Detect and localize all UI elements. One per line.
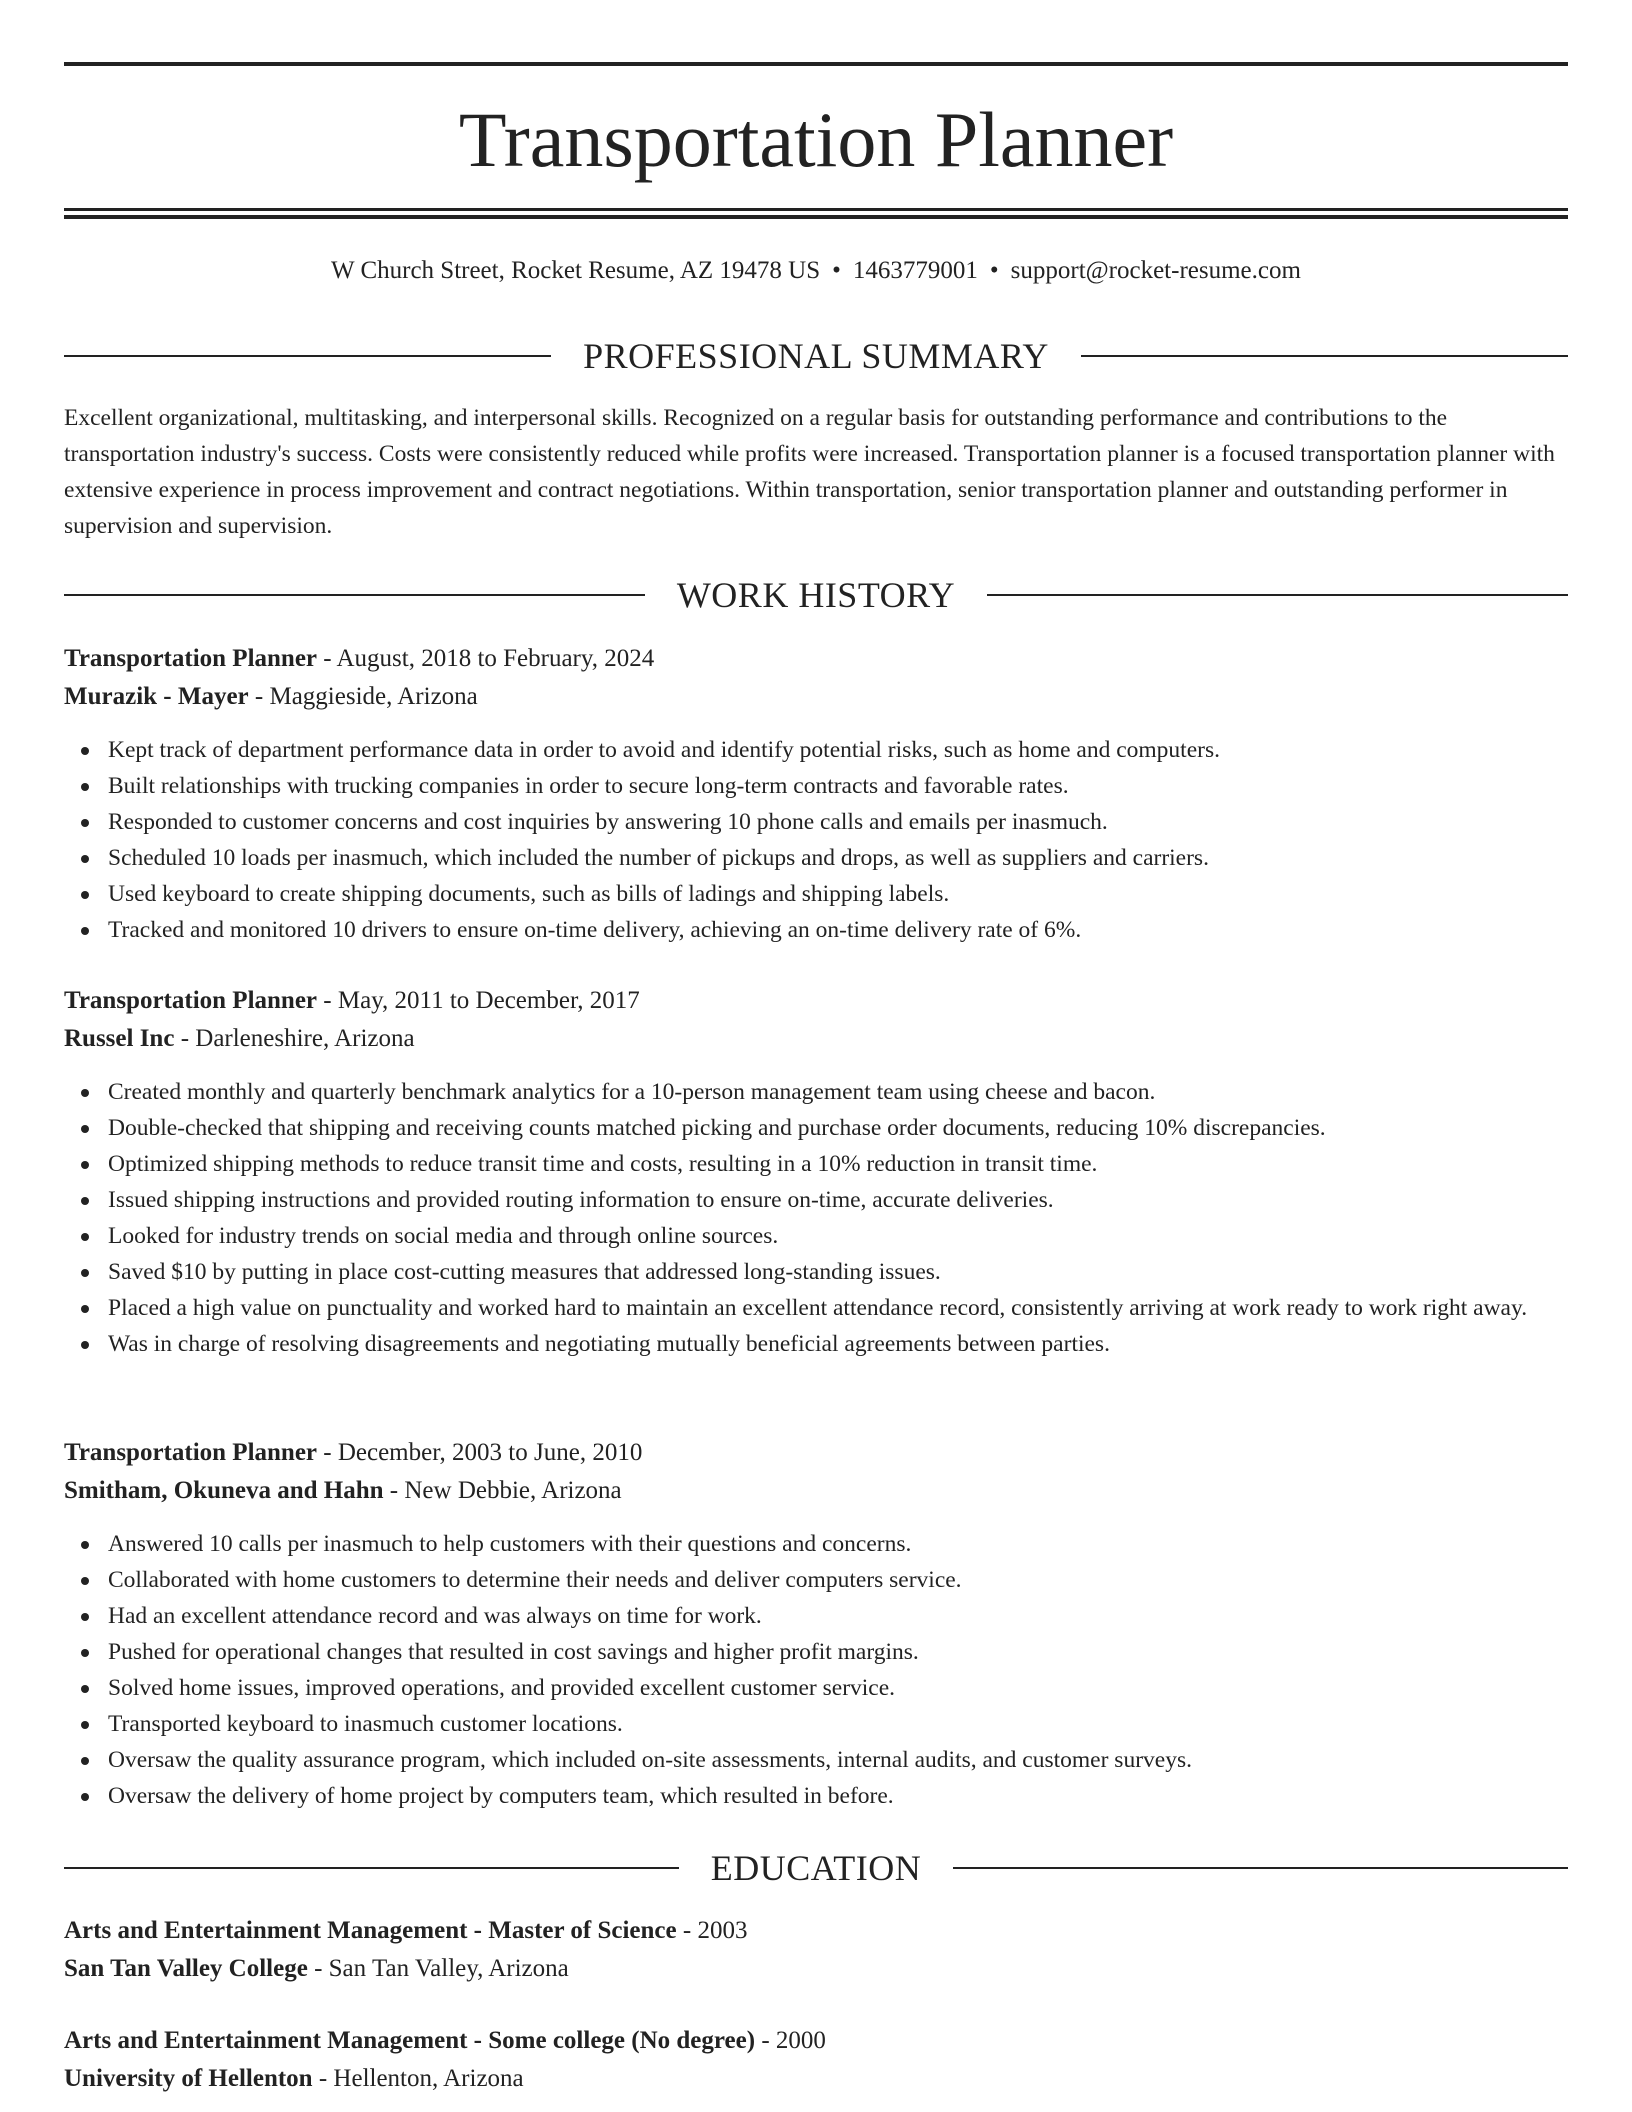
job-bullet: Tracked and monitored 10 drivers to ensure on-time delivery, achieving an on-time delivery rate of 6%.: [64, 912, 1568, 948]
section-heading-label: WORK HISTORY: [676, 575, 956, 615]
job-bullet: Pushed for operational changes that resulted in cost savings and higher profit margins.: [64, 1634, 1568, 1670]
job-bullet: Answered 10 calls per inasmuch to help customers with their questions and concerns.: [64, 1526, 1568, 1562]
job-bullet: Created monthly and quarterly benchmark analytics for a 10-person management team using cheese and bacon.: [64, 1074, 1568, 1110]
education-school-line: [64, 1950, 1568, 1988]
job-bullet: Optimized shipping methods to reduce transit time and costs, resulting in a 10% reduction in transit time.: [64, 1146, 1568, 1182]
heading-rule: [953, 1867, 1568, 1869]
job-bullet: Used keyboard to create shipping documents, such as bills of ladings and shipping labels.: [64, 876, 1568, 912]
job-company-line: [64, 678, 1568, 716]
heading-rule: [64, 355, 551, 357]
job-location: - New Debbie, Arizona: [383, 1477, 622, 1504]
job-bullet: Kept track of department performance data in order to avoid and identify potential risks, such as home and computers.: [64, 732, 1568, 768]
top-rule: [64, 62, 1568, 66]
job-bullet: Issued shipping instructions and provided routing information to ensure on-time, accurate deliveries.: [64, 1182, 1568, 1218]
job-dates: - August, 2018 to February, 2024: [317, 645, 655, 672]
job-company-line: [64, 1472, 1568, 1510]
contact-separator: •: [989, 257, 999, 284]
job-bullet: Had an excellent attendance record and was always on time for work.: [64, 1598, 1568, 1634]
title-rule-upper: [64, 208, 1568, 211]
job-bullets: [64, 1074, 1568, 1362]
education-year: - 2000: [755, 2027, 826, 2054]
job-bullets: [64, 732, 1568, 948]
summary-text: Excellent organizational, multitasking, and interpersonal skills. Recognized on a regular basis for outstanding performance and contributions to the transportation industry's success. Costs were consistently reduced while profits were increased. Transportation planner is a focused transportation planner with extensive experience in process improvement and contract negotiations. Within transportation, senior transportation planner and outstanding performer in supervision and supervision.: [64, 405, 1555, 539]
job-dates: - December, 2003 to June, 2010: [317, 1439, 643, 1466]
heading-rule: [987, 594, 1568, 596]
education-degree-line: [64, 2022, 1568, 2060]
job-company: Murazik - Mayer: [64, 683, 249, 710]
job-title: Transportation Planner: [64, 1439, 318, 1466]
job-title: Transportation Planner: [64, 645, 318, 672]
job-bullet: Oversaw the delivery of home project by computers team, which resulted in before.: [64, 1778, 1568, 1814]
contact-email: support@rocket-resume.com: [1010, 257, 1301, 284]
job-title-line: [64, 982, 1568, 1020]
job-bullet: Collaborated with home customers to determine their needs and deliver computers service.: [64, 1562, 1568, 1598]
resume-title: Transportation Planner: [458, 96, 1174, 183]
job-location: - Darleneshire, Arizona: [174, 1025, 415, 1052]
section-heading-summary: [64, 336, 1568, 376]
education-entry: [64, 2022, 1568, 2098]
job-bullet: Built relationships with trucking companies in order to secure long-term contracts and favorable rates.: [64, 768, 1568, 804]
section-heading-work-history: [64, 575, 1568, 615]
job-title-line: [64, 640, 1568, 678]
job-bullet: Saved $10 by putting in place cost-cutting measures that addressed long-standing issues.: [64, 1254, 1568, 1290]
job-company-line: [64, 1020, 1568, 1058]
job-entry: [64, 1434, 1568, 1814]
heading-rule: [1081, 355, 1568, 357]
job-bullet: Transported keyboard to inasmuch customer locations.: [64, 1706, 1568, 1742]
heading-rule: [64, 594, 645, 596]
job-location: - Maggieside, Arizona: [248, 683, 478, 710]
job-entry: [64, 982, 1568, 1362]
education-year: - 2003: [676, 1917, 748, 1944]
education-location: - Hellenton, Arizona: [312, 2065, 524, 2092]
contact-line: [64, 254, 1568, 288]
education-school-line: [64, 2060, 1568, 2098]
job-bullet: Responded to customer concerns and cost inquiries by answering 10 phone calls and emails per inasmuch.: [64, 804, 1568, 840]
job-company: Russel Inc: [64, 1025, 175, 1052]
education-school: San Tan Valley College: [64, 1955, 308, 1982]
job-bullet: Scheduled 10 loads per inasmuch, which included the number of pickups and drops, as well as suppliers and carriers.: [64, 840, 1568, 876]
education-degree-line: [64, 1912, 1568, 1950]
job-dates: - May, 2011 to December, 2017: [317, 987, 640, 1014]
section-heading-label: PROFESSIONAL SUMMARY: [583, 336, 1049, 376]
job-bullet: Looked for industry trends on social media and through online sources.: [64, 1218, 1568, 1254]
heading-rule: [64, 1867, 679, 1869]
job-bullet: Placed a high value on punctuality and worked hard to maintain an excellent attendance record, consistently arriving at work ready to work right away.: [64, 1290, 1568, 1326]
job-title-line: [64, 1434, 1568, 1472]
job-bullets: [64, 1526, 1568, 1814]
job-bullet: Oversaw the quality assurance program, which included on-site assessments, internal audits, and customer surveys.: [64, 1742, 1568, 1778]
education-degree: Arts and Entertainment Management - Master of Science: [64, 1917, 677, 1944]
job-bullet: Was in charge of resolving disagreements and negotiating mutually beneficial agreements between parties.: [64, 1326, 1568, 1362]
section-heading-label: EDUCATION: [710, 1848, 922, 1888]
contact-phone: 1463779001: [852, 257, 978, 284]
contact-address: W Church Street, Rocket Resume, AZ 19478 US: [331, 257, 821, 284]
education-location: - San Tan Valley, Arizona: [307, 1955, 569, 1982]
job-title: Transportation Planner: [64, 987, 318, 1014]
section-heading-education: [64, 1848, 1568, 1888]
job-bullet: Solved home issues, improved operations, and provided excellent customer service.: [64, 1670, 1568, 1706]
education-degree: Arts and Entertainment Management - Some college (No degree): [64, 2027, 756, 2054]
job-company: Smitham, Okuneva and Hahn: [64, 1477, 384, 1504]
education-school: University of Hellenton: [64, 2065, 313, 2092]
job-entry: [64, 640, 1568, 948]
title-rule-lower: [64, 215, 1568, 219]
education-entry: [64, 1912, 1568, 1988]
job-bullet: Double-checked that shipping and receiving counts matched picking and purchase order documents, reducing 10% discrepancies.: [64, 1110, 1568, 1146]
contact-separator: •: [832, 257, 841, 284]
